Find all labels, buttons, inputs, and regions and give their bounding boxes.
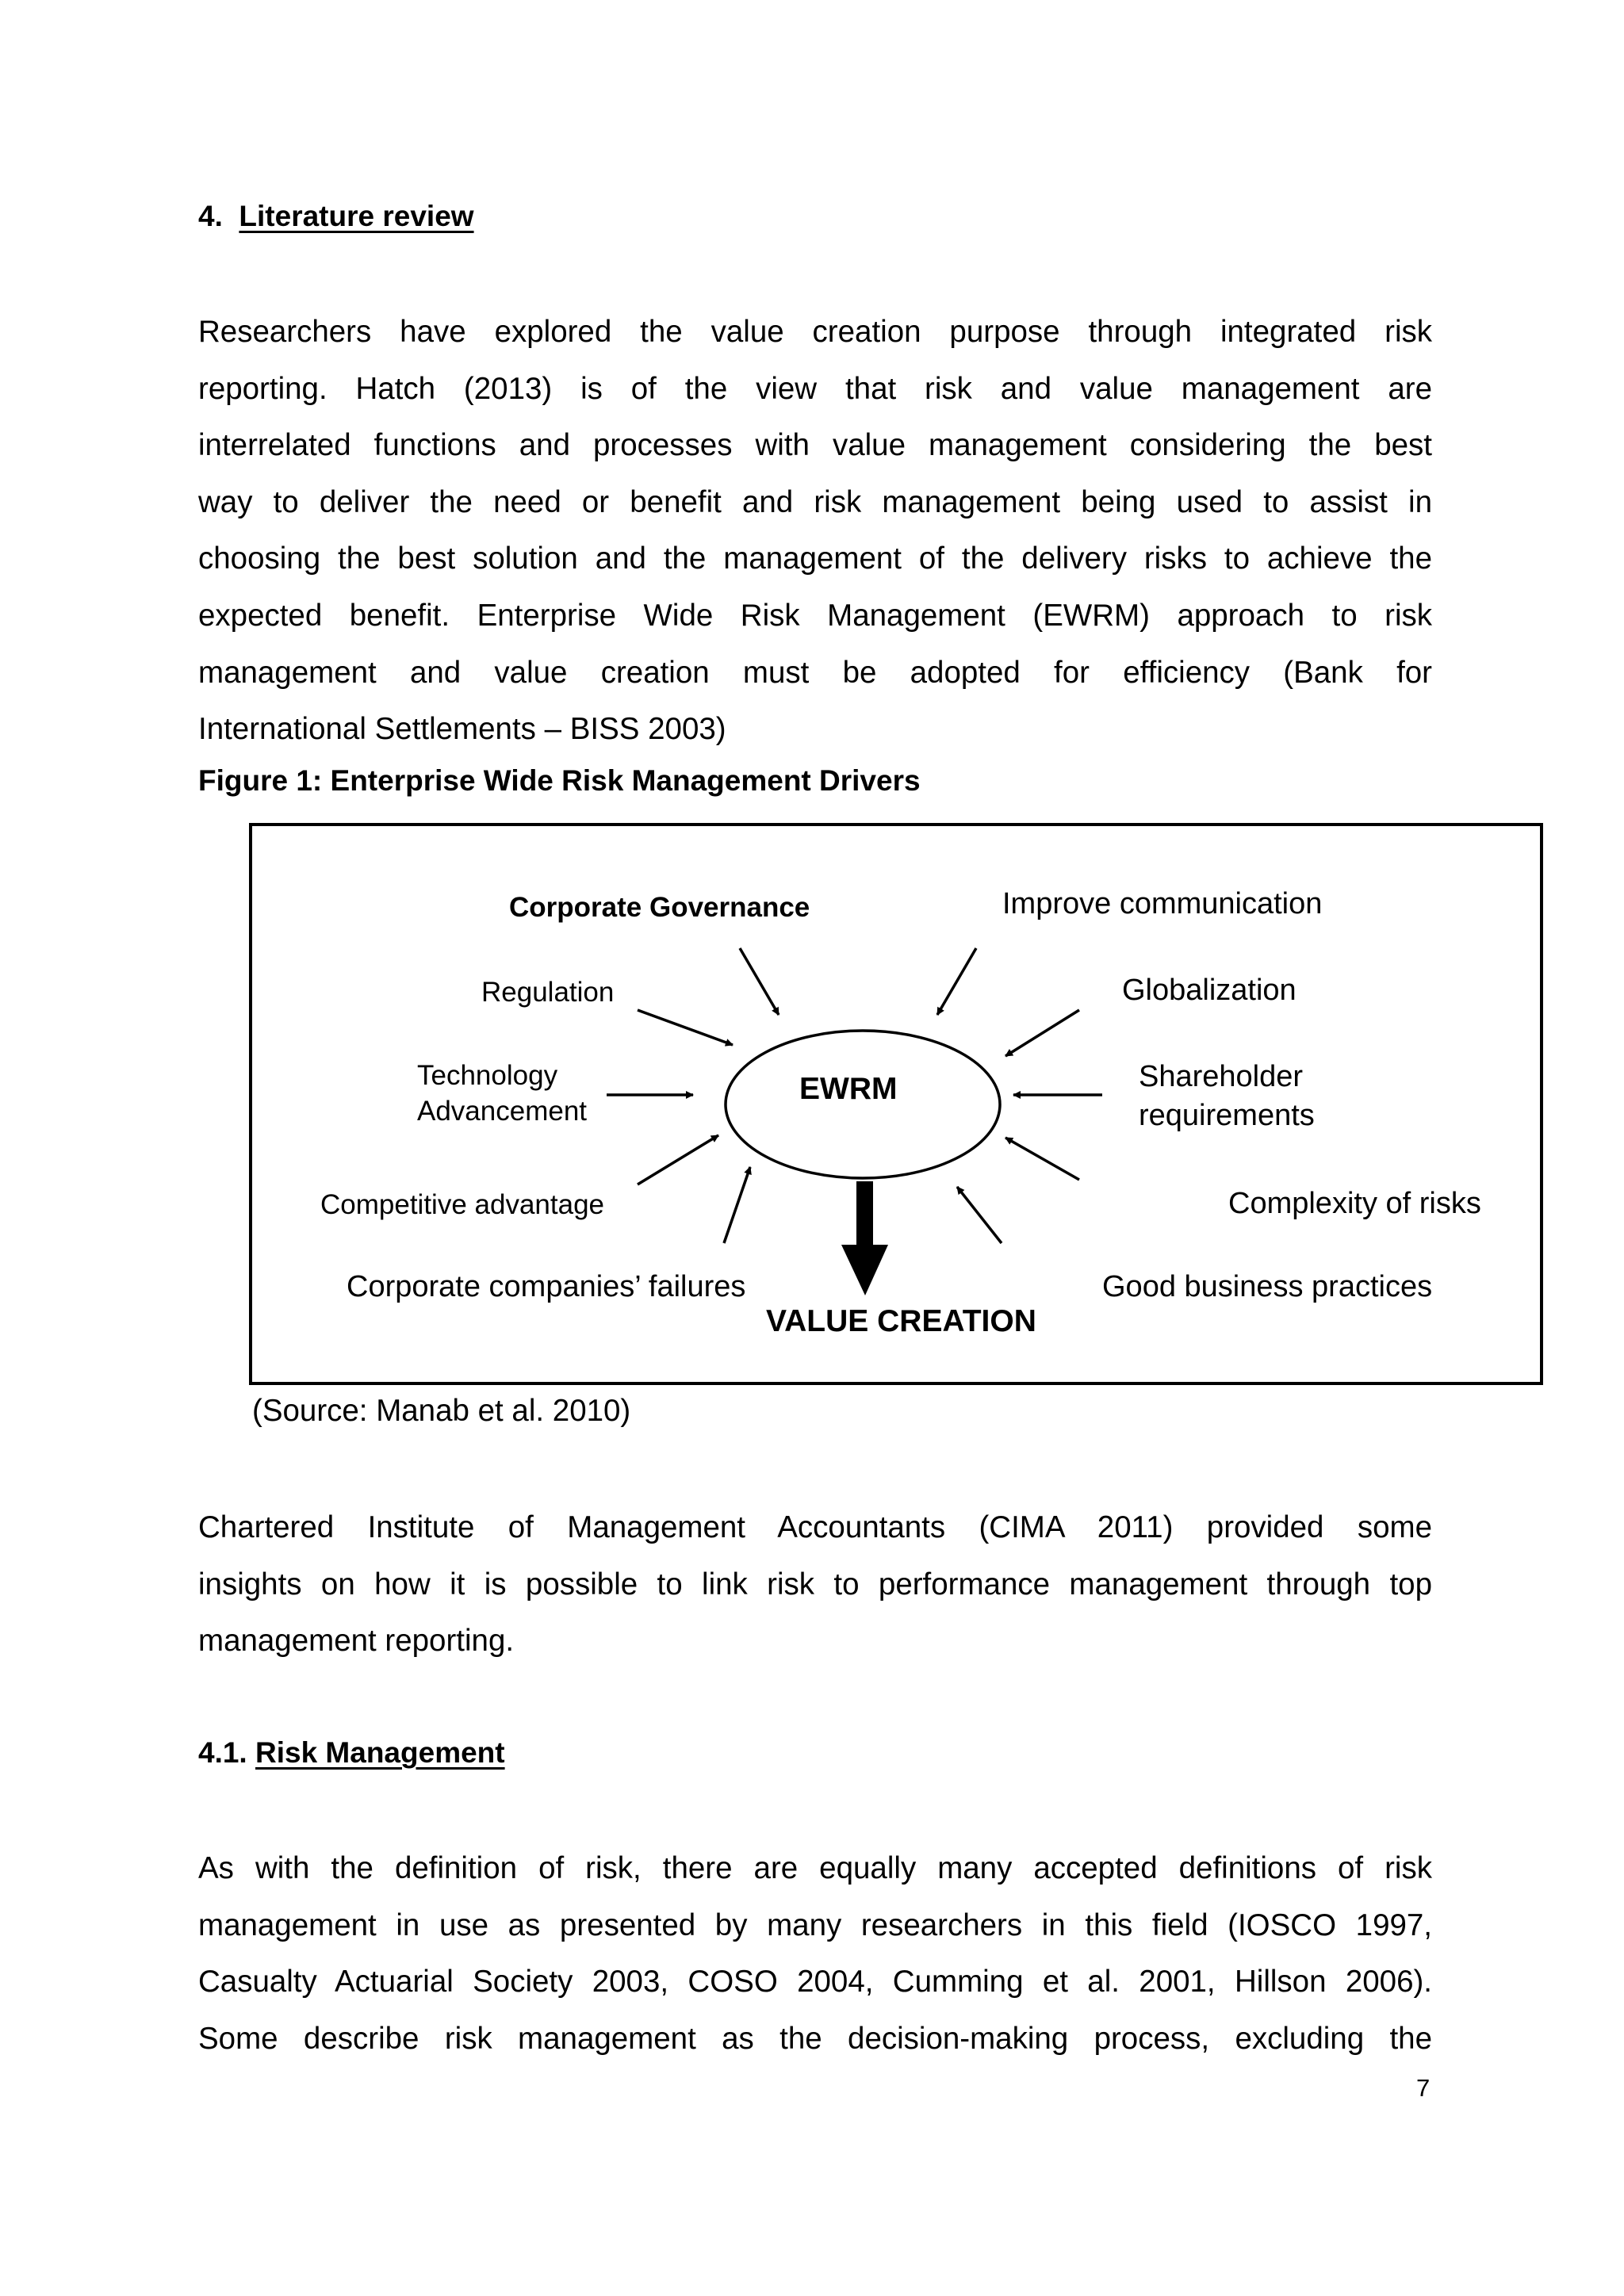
paragraph-line: Casualty Actuarial Society 2003, COSO 2004, Cumming et al. 2001, Hillson 2006). [198, 1965, 1432, 1999]
driver-corporate-failures: Corporate companies’ failures [347, 1270, 746, 1303]
arrow-good-practices [957, 1187, 1002, 1243]
value-creation-arrow-shaft [856, 1181, 873, 1246]
paragraph-line: way to deliver the need or benefit and risk management being used to assist in [198, 484, 1432, 519]
paragraph-line: Some describe risk management as the decision-making process, excluding the [198, 2021, 1432, 2056]
driver-technology-line1: Technology [417, 1060, 558, 1091]
value-creation-label: VALUE CREATION [766, 1304, 1036, 1338]
section-number: 4. [198, 200, 223, 232]
driver-shareholder-line2: requirements [1139, 1099, 1315, 1132]
figure-caption: Figure 1: Enterprise Wide Risk Management Drivers [198, 764, 921, 797]
section-heading-risk-management [198, 1735, 505, 1770]
paragraph-line: management in use as presented by many researchers in this field (IOSCO 1997, [198, 1908, 1432, 1942]
page-number: 7 [1416, 2074, 1431, 2102]
arrow-regulation [638, 1010, 733, 1045]
driver-improve-communication: Improve communication [1002, 887, 1323, 920]
paragraph-line: management reporting. [198, 1624, 515, 1659]
paragraph-line: management and value creation must be adopted for efficiency (Bank for [198, 655, 1432, 690]
arrow-globalization [1005, 1010, 1079, 1056]
arrow-competitive-advantage [638, 1135, 718, 1184]
ewrm-label: EWRM [799, 1072, 898, 1106]
paragraph-line: International Settlements – BISS 2003) [198, 712, 726, 747]
paragraph-line: choosing the best solution and the management of the delivery risks to achieve the [198, 541, 1432, 576]
paragraph-line: As with the definition of risk, there are equally many accepted definitions of risk [198, 1851, 1432, 1885]
section-heading-literature-review [198, 199, 474, 234]
arrow-corporate-governance [740, 948, 779, 1015]
arrow-corporate-failures [724, 1167, 750, 1243]
paragraph-risk-management [198, 1840, 1432, 2067]
driver-competitive-advantage: Competitive advantage [320, 1189, 604, 1220]
paragraph-line: Researchers have explored the value creation purpose through integrated risk [198, 315, 1432, 349]
driver-globalization: Globalization [1122, 974, 1297, 1007]
driver-regulation: Regulation [481, 977, 615, 1008]
figure-source: (Source: Manab et al. 2010) [252, 1394, 631, 1428]
paragraph-literature-review [198, 304, 1432, 758]
arrow-complexity [1005, 1138, 1079, 1180]
value-creation-arrow-head [841, 1245, 888, 1295]
section-title: Literature review [239, 200, 474, 232]
section-title: Risk Management [255, 1736, 505, 1769]
section-number: 4.1. [198, 1736, 247, 1769]
paragraph-line: reporting. Hatch (2013) is of the view that risk and value management are [198, 371, 1432, 406]
arrow-improve-communication [937, 948, 976, 1015]
paragraph-line: Chartered Institute of Management Accountants (CIMA 2011) provided some [198, 1510, 1432, 1544]
paragraph-line: interrelated functions and processes with value management considering the best [198, 428, 1432, 463]
driver-shareholder-line1: Shareholder [1139, 1060, 1304, 1093]
paragraph-line: insights on how it is possible to link risk to performance management through top [198, 1567, 1432, 1601]
ewrm-drivers-diagram [249, 823, 1543, 1385]
paragraph-cima [198, 1499, 1432, 1670]
driver-technology-line2: Advancement [417, 1096, 588, 1127]
driver-good-business-practices: Good business practices [1102, 1270, 1433, 1303]
driver-complexity-of-risks: Complexity of risks [1228, 1187, 1481, 1220]
driver-corporate-governance: Corporate Governance [509, 892, 810, 923]
paragraph-line: expected benefit. Enterprise Wide Risk Management (EWRM) approach to risk [198, 598, 1432, 633]
